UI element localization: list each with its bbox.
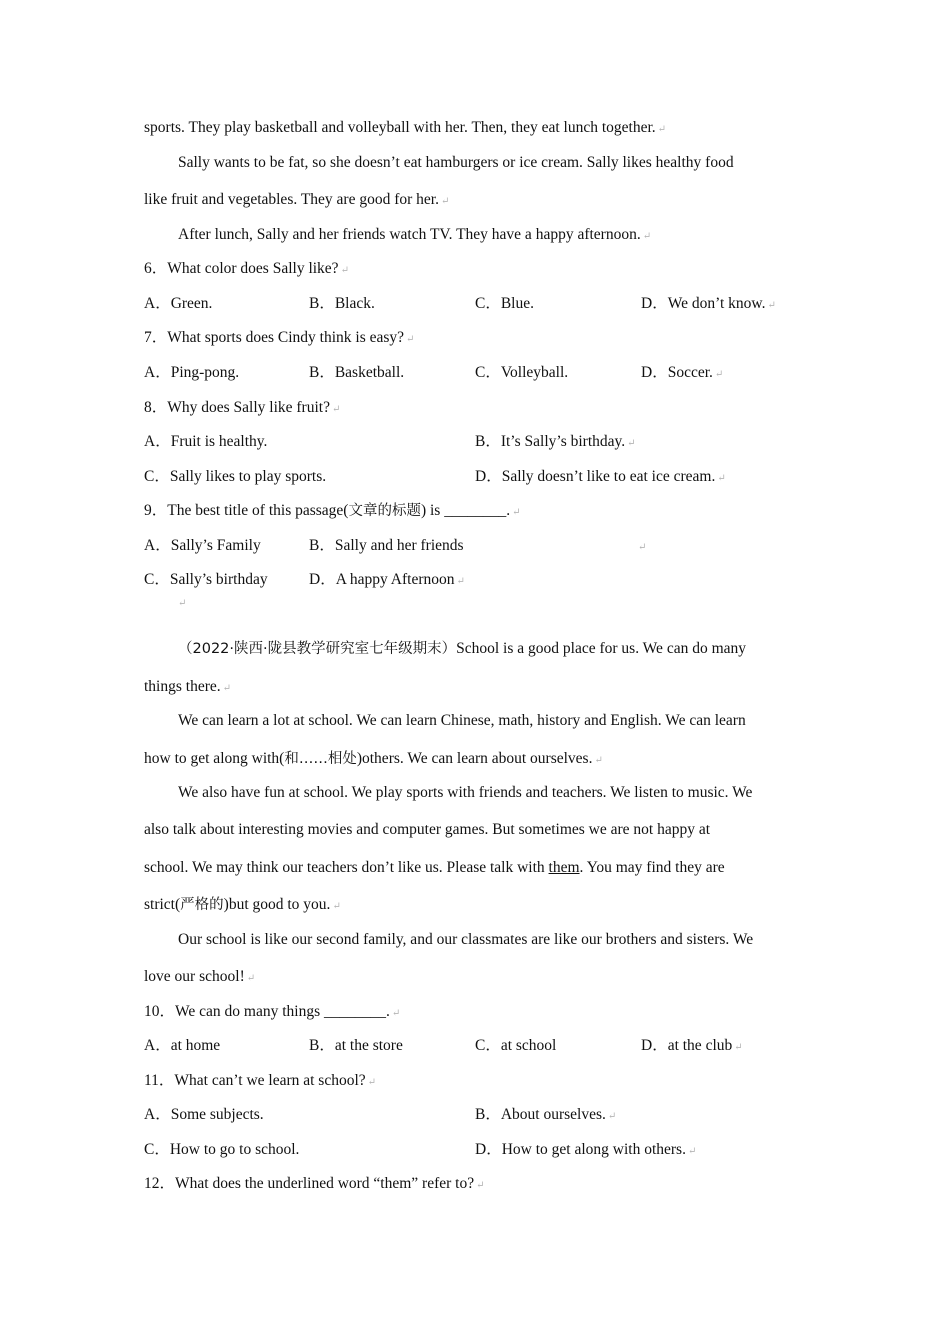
question-stem: 8．Why does Sally like fruit? ↵ [144, 399, 341, 416]
paragraph-mark-icon: ↵ [734, 1042, 743, 1053]
question-stem: 10．We can do many things ________. ↵ [144, 1003, 401, 1020]
paragraph-mark [636, 536, 646, 558]
option-d: D．How to get along with others. ↵ [475, 1141, 697, 1158]
option-c: C．Sally likes to play sports. [144, 468, 327, 485]
option-a: A．Ping-pong. [144, 364, 240, 381]
paragraph-mark-icon: ↵ [627, 438, 636, 449]
paragraph-mark-icon: ↵ [607, 1111, 617, 1122]
paragraph-mark-icon: ↵ [332, 901, 341, 912]
option-c: C．Blue. [475, 295, 534, 312]
paragraph-mark-icon: ↵ [456, 576, 465, 587]
option-b: B．About ourselves. ↵ [475, 1106, 617, 1123]
option-b: B．Basketball. [309, 364, 405, 381]
passage-line: how to get along with(和……相处)others. We can learn about ourselves. ↵ [144, 750, 603, 767]
paragraph-mark-icon: ↵ [594, 755, 603, 766]
question-stem: 12．What does the underlined word “them” refer to? ↵ [144, 1175, 485, 1192]
option-d: D．We don’t know. ↵ [641, 295, 776, 312]
passage-line: like fruit and vegetables. They are good for her. ↵ [144, 191, 450, 208]
paragraph-mark-icon: ↵ [476, 1180, 485, 1191]
option-c: C．at school [475, 1037, 557, 1054]
option-c: C．Volleyball. [475, 364, 569, 381]
passage-line: love our school! ↵ [144, 968, 256, 985]
passage-line: We also have fun at school. We play sports with friends and teachers. We listen to music. We [178, 784, 753, 801]
option-a: A．at home [144, 1037, 221, 1054]
question-stem: 9．The best title of this passage(文章的标题) is ________. ↵ [144, 502, 521, 519]
paragraph-mark-icon: ↵ [767, 300, 776, 311]
paragraph-mark-icon: ↵ [406, 334, 415, 345]
passage-line: strict(严格的)but good to you. ↵ [144, 896, 341, 913]
paragraph-mark-icon: ↵ [714, 369, 724, 380]
empty-paragraph [176, 592, 186, 614]
option-c: C．How to go to school. [144, 1141, 300, 1158]
option-d: D．Sally doesn’t like to eat ice cream. ↵ [475, 468, 726, 485]
paragraph-mark-icon: ↵ [638, 542, 647, 553]
option-d: D．at the club ↵ [641, 1037, 743, 1054]
question-stem: 11．What can’t we learn at school? ↵ [144, 1072, 377, 1089]
passage-line: We can learn a lot at school. We can learn Chinese, math, history and English. We can learn [178, 712, 746, 729]
paragraph-mark-icon: ↵ [642, 231, 652, 242]
passage-line: After lunch, Sally and her friends watch TV. They have a happy afternoon. ↵ [178, 226, 652, 243]
paragraph-mark-icon: ↵ [687, 1146, 697, 1157]
passage-line: things there. ↵ [144, 678, 232, 695]
paragraph-mark-icon: ↵ [246, 973, 256, 984]
question-stem: 6．What color does Sally like? ↵ [144, 260, 349, 277]
paragraph-mark-icon: ↵ [340, 265, 349, 276]
paragraph-mark-icon: ↵ [717, 473, 726, 484]
passage-line: Our school is like our second family, and our classmates are like our brothers and sisters. We [178, 931, 754, 948]
passage-line: sports. They play basketball and volleyball with her. Then, they eat lunch together. ↵ [144, 119, 667, 136]
option-b: B．It’s Sally’s birthday. ↵ [475, 433, 636, 450]
paragraph-mark-icon: ↵ [178, 598, 187, 609]
passage-line: also talk about interesting movies and computer games. But sometimes we are not happy at [144, 821, 711, 838]
option-a: A．Fruit is healthy. [144, 433, 268, 450]
passage-line: Sally wants to be fat, so she doesn’t eat hamburgers or ice cream. Sally likes healthy food [178, 154, 734, 171]
paragraph-mark-icon: ↵ [331, 404, 341, 415]
underlined-word: them [548, 859, 580, 876]
option-a: A．Sally’s Family [144, 537, 261, 554]
option-a: A．Green. [144, 295, 213, 312]
passage-line: school. We may think our teachers don’t like us. Please talk with them. You may find they are [144, 859, 725, 876]
option-d: D．Soccer. ↵ [641, 364, 724, 381]
option-d: D．A happy Afternoon ↵ [309, 571, 465, 588]
paragraph-mark-icon: ↵ [512, 507, 521, 518]
option-b: B．Sally and her friends [309, 537, 464, 554]
option-b: B．at the store [309, 1037, 403, 1054]
paragraph-mark-icon: ↵ [657, 124, 667, 135]
passage-source-line: （2022·陕西·陇县教学研究室七年级期末）School is a good place for us. We can do many [178, 640, 747, 657]
paragraph-mark-icon: ↵ [222, 683, 232, 694]
question-stem: 7．What sports does Cindy think is easy? ↵ [144, 329, 415, 346]
paragraph-mark-icon: ↵ [391, 1008, 401, 1019]
paragraph-mark-icon: ↵ [367, 1077, 377, 1088]
option-c: C．Sally’s birthday [144, 571, 268, 588]
paragraph-mark-icon: ↵ [440, 196, 450, 207]
option-b: B．Black. [309, 295, 375, 312]
option-a: A．Some subjects. [144, 1106, 264, 1123]
